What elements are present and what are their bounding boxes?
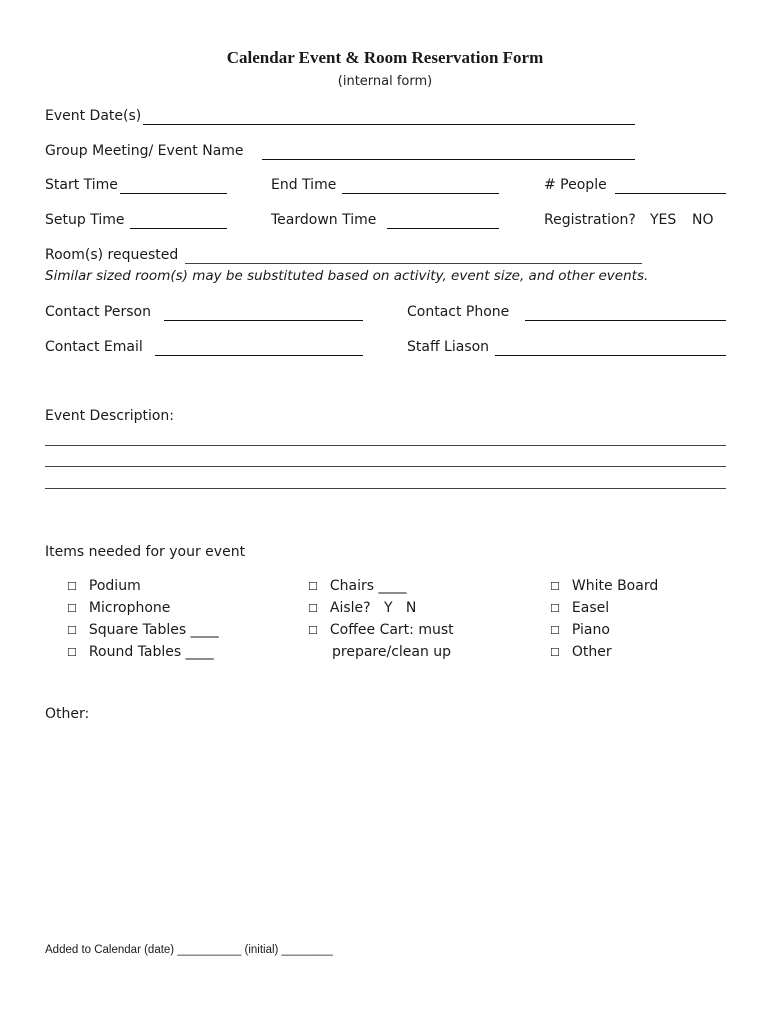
checkbox-icon[interactable]: ☐ — [67, 646, 77, 659]
rooms-requested-field[interactable] — [185, 263, 642, 264]
event-description-line-3[interactable] — [45, 488, 726, 489]
end-time-label: End Time — [271, 177, 337, 193]
item-chairs[interactable] — [308, 578, 407, 594]
checkbox-icon[interactable]: ☐ — [67, 602, 77, 615]
event-description-label: Event Description: — [45, 408, 175, 424]
registration-yes-option[interactable]: YES — [650, 212, 677, 228]
event-description-line-2[interactable] — [45, 466, 726, 467]
item-label: Coffee Cart: must — [329, 622, 454, 638]
added-to-calendar-line: Added to Calendar (date) __________ (initial) ________ — [45, 944, 333, 956]
contact-email-label: Contact Email — [45, 339, 143, 355]
checkbox-icon[interactable]: ☐ — [308, 580, 318, 593]
checkbox-icon[interactable]: ☐ — [308, 602, 318, 615]
end-time-field[interactable] — [342, 193, 499, 194]
setup-time-field[interactable] — [130, 228, 227, 229]
item-label: Podium — [88, 578, 141, 594]
registration-label: Registration? — [544, 212, 636, 228]
item-other[interactable] — [550, 644, 612, 660]
item-aisle[interactable] — [308, 600, 416, 616]
start-time-label: Start Time — [45, 177, 118, 193]
item-white-board[interactable] — [550, 578, 658, 594]
item-label: Square Tables ____ — [88, 622, 219, 638]
item-label: Round Tables ____ — [88, 644, 214, 660]
item-square-tables[interactable] — [67, 622, 219, 638]
event-description-line-1[interactable] — [45, 445, 726, 446]
checkbox-icon[interactable]: ☐ — [550, 624, 560, 637]
item-label: Piano — [571, 622, 610, 638]
event-dates-field[interactable] — [143, 124, 635, 125]
contact-person-field[interactable] — [164, 320, 363, 321]
item-coffee-cart-continued: prepare/clean up — [332, 644, 452, 660]
teardown-time-field[interactable] — [387, 228, 499, 229]
contact-person-label: Contact Person — [45, 304, 151, 320]
teardown-time-label: Teardown Time — [271, 212, 377, 228]
item-round-tables[interactable] — [67, 644, 214, 660]
other-text-area[interactable] — [45, 726, 726, 926]
item-label: Aisle? Y N — [329, 600, 417, 616]
checkbox-icon[interactable]: ☐ — [550, 580, 560, 593]
form-title: Calendar Event & Room Reservation Form — [226, 48, 544, 67]
form-subtitle: (internal form) — [337, 74, 433, 89]
people-field[interactable] — [615, 193, 726, 194]
staff-liason-label: Staff Liason — [407, 339, 490, 355]
item-label: Microphone — [88, 600, 171, 616]
start-time-field[interactable] — [120, 193, 227, 194]
item-microphone[interactable] — [67, 600, 170, 616]
items-heading: Items needed for your event — [45, 544, 246, 560]
registration-no-option[interactable]: NO — [692, 212, 714, 228]
rooms-requested-label: Room(s) requested — [45, 247, 179, 263]
people-label: # People — [544, 177, 607, 193]
item-easel[interactable] — [550, 600, 609, 616]
other-label: Other: — [45, 706, 90, 722]
item-label: Chairs ____ — [329, 578, 407, 594]
rooms-substitution-note: Similar sized room(s) may be substituted based on activity, event size, and other events. — [45, 268, 649, 284]
event-name-field[interactable] — [262, 159, 635, 160]
checkbox-icon[interactable]: ☐ — [67, 624, 77, 637]
contact-phone-field[interactable] — [525, 320, 726, 321]
contact-phone-label: Contact Phone — [407, 304, 510, 320]
checkbox-icon[interactable]: ☐ — [67, 580, 77, 593]
event-dates-label: Event Date(s) — [45, 108, 142, 124]
item-coffee-cart[interactable] — [308, 622, 454, 638]
staff-liason-field[interactable] — [495, 355, 726, 356]
item-label: Other — [571, 644, 612, 660]
checkbox-icon[interactable]: ☐ — [550, 602, 560, 615]
item-label: Easel — [571, 600, 610, 616]
item-podium[interactable] — [67, 578, 141, 594]
contact-email-field[interactable] — [155, 355, 363, 356]
item-piano[interactable] — [550, 622, 610, 638]
item-label: White Board — [571, 578, 659, 594]
event-name-label: Group Meeting/ Event Name — [45, 143, 244, 159]
setup-time-label: Setup Time — [45, 212, 125, 228]
checkbox-icon[interactable]: ☐ — [308, 624, 318, 637]
checkbox-icon[interactable]: ☐ — [550, 646, 560, 659]
